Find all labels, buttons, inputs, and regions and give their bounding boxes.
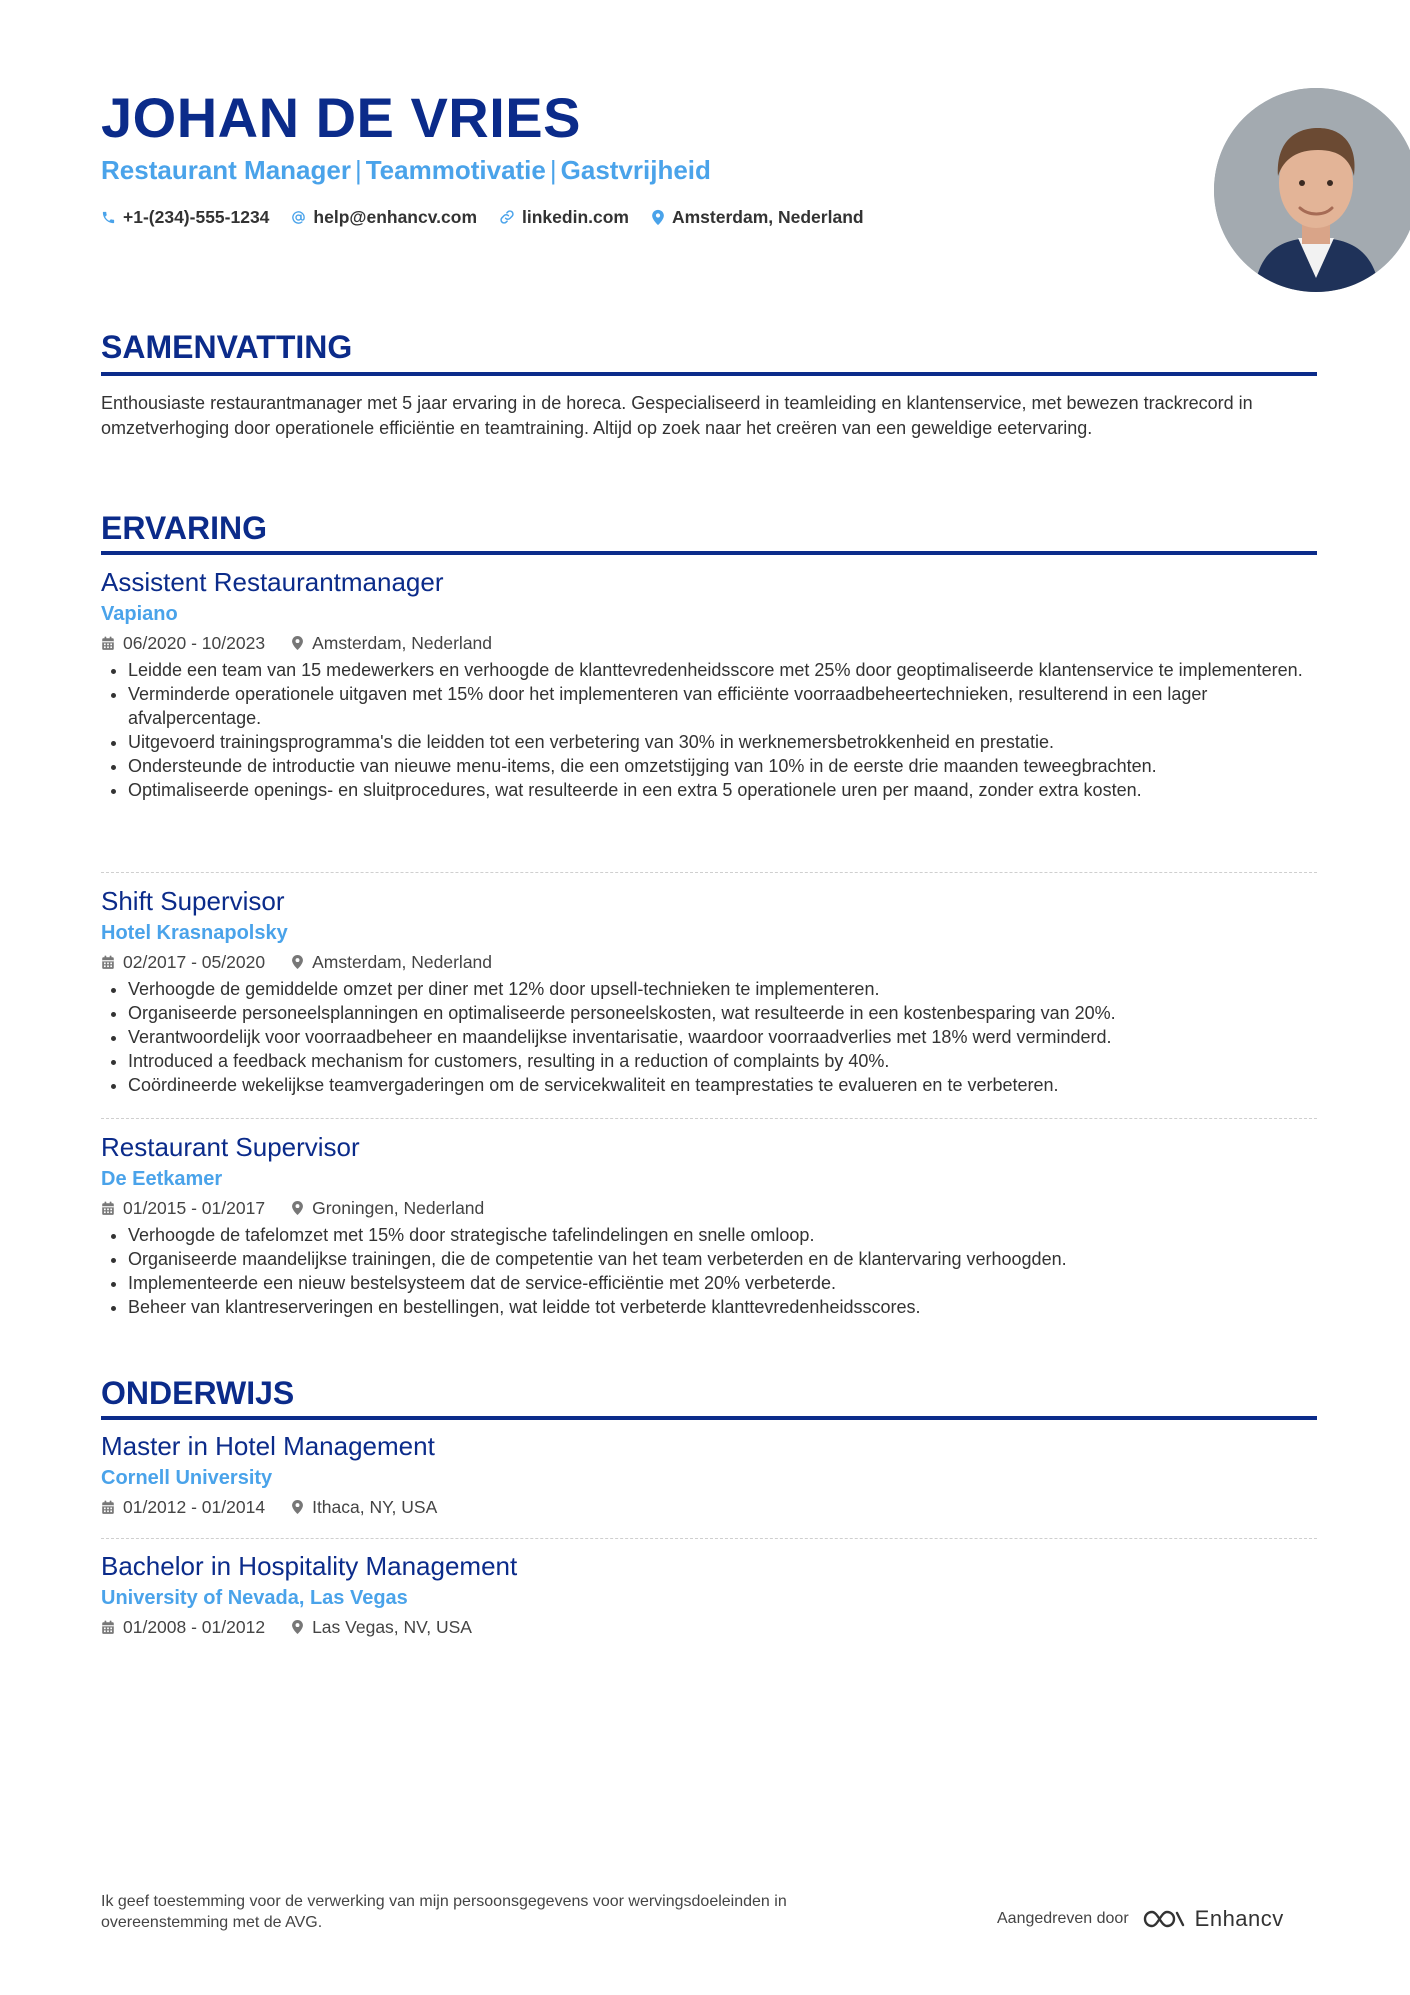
entry-location: Groningen, Nederland xyxy=(312,1198,485,1218)
candidate-name: JOHAN DE VRIES xyxy=(101,86,581,149)
location-pin-icon xyxy=(291,1619,304,1635)
achievement-item: • Coördineerde wekelijkse teamvergaderingen om de servicekwaliteit en teamprestaties te evalueren en te verbeteren. xyxy=(128,1073,1317,1097)
entry-divider xyxy=(101,872,1317,873)
education-entry xyxy=(101,1549,1317,1640)
entry-meta xyxy=(101,1195,1317,1221)
summary-text: Enthousiaste restaurantmanager met 5 jaar ervaring in de horeca. Gespecialiseerd in teamleiding en klantenservice, met bewezen trackrecord in omzetverhoging door operationele efficiëntie en teamtraining. Altijd op zoek naar het creëren van een geweldige eetervaring. xyxy=(101,393,1253,438)
entry-divider xyxy=(101,1118,1317,1119)
headline-item: Restaurant Manager xyxy=(101,155,351,185)
contact-phone[interactable] xyxy=(101,204,269,230)
phone-icon xyxy=(101,210,116,225)
location-pin-icon xyxy=(291,1200,304,1216)
school-name: University of Nevada, Las Vegas xyxy=(101,1587,408,1609)
location-pin-icon xyxy=(291,635,304,651)
achievement-item: • Organiseerde personeelsplanningen en optimaliseerde personeelskosten, wat resulteerde in een kostenbesparing van 20%. xyxy=(128,1001,1317,1025)
headline-item: Teammotivatie xyxy=(365,155,546,185)
experience-entry xyxy=(101,1130,1317,1319)
job-title: Shift Supervisor xyxy=(101,886,285,916)
calendar-icon xyxy=(101,636,115,651)
achievement-item: • Verhoogde de tafelomzet met 15% door strategische tafelindelingen en snelle omloop. xyxy=(128,1223,1317,1247)
entry-meta xyxy=(101,949,1317,975)
entry-dates: 01/2012 - 01/2014 xyxy=(123,1497,266,1517)
entry-location: Amsterdam, Nederland xyxy=(312,633,493,653)
headline xyxy=(101,153,711,187)
achievement-item: • Ondersteunde de introductie van nieuwe menu-items, die een omzetstijging van 10% in de eerste drie maanden teweegbrachten. xyxy=(128,754,1317,778)
section-title-summary: SAMENVATTING xyxy=(101,329,353,365)
job-title: Assistent Restaurantmanager xyxy=(101,567,444,597)
headline-separator: | xyxy=(549,155,557,185)
gdpr-consent: Ik geef toestemming voor de verwerking van mijn persoonsgegevens voor wervingsdoeleinden in overeenstemming met de AVG. xyxy=(101,1893,787,1931)
education-entry xyxy=(101,1429,1317,1520)
company-name: De Eetkamer xyxy=(101,1168,223,1190)
achievement-item: • Implementeerde een nieuw bestelsysteem dat de service-efficiëntie met 20% verbeterde. xyxy=(128,1271,1317,1295)
achievement-item: • Verminderde operationele uitgaven met 15% door het implementeren van efficiënte voorraadbeheertechnieken, resulterend in een lager afvalpercentage. xyxy=(128,682,1317,730)
location-pin-icon xyxy=(291,954,304,970)
entry-dates: 01/2015 - 01/2017 xyxy=(123,1198,266,1218)
contact-bar xyxy=(101,204,886,230)
entry-dates: 02/2017 - 05/2020 xyxy=(123,952,266,972)
achievement-item: • Optimaliseerde openings- en sluitprocedures, wat resulteerde in een extra 5 operationele uren per maand, zonder extra kosten. xyxy=(128,778,1317,802)
achievement-item: • Verantwoordelijk voor voorraadbeheer en maandelijkse inventarisatie, waardoor voorraadverlies met 18% werd verminderd. xyxy=(128,1025,1317,1049)
powered-by[interactable] xyxy=(997,1906,1284,1932)
calendar-icon xyxy=(101,955,115,970)
linkedin-url: linkedin.com xyxy=(522,207,629,227)
section-title-experience: ERVARING xyxy=(101,510,267,546)
link-icon xyxy=(499,209,515,225)
degree-title: Master in Hotel Management xyxy=(101,1431,435,1461)
company-name: Hotel Krasnapolsky xyxy=(101,922,288,944)
entry-location: Ithaca, NY, USA xyxy=(312,1497,438,1517)
entry-meta xyxy=(101,1614,1317,1640)
job-title: Restaurant Supervisor xyxy=(101,1132,360,1162)
achievement-item: • Beheer van klantreserveringen en bestellingen, wat leidde tot verbeterde klanttevredenheidsscores. xyxy=(128,1295,1317,1319)
contact-location xyxy=(651,204,864,230)
degree-title: Bachelor in Hospitality Management xyxy=(101,1551,518,1581)
headline-item: Gastvrijheid xyxy=(560,155,711,185)
section-rule xyxy=(101,551,1317,555)
location-pin-icon xyxy=(291,1499,304,1515)
entry-dates: 01/2008 - 01/2012 xyxy=(123,1617,266,1637)
profile-photo xyxy=(1214,88,1410,292)
brand-name: Enhancv xyxy=(1194,1906,1284,1931)
achievement-item: • Organiseerde maandelijkse trainingen, die de competentie van het team verbeterden en de klantervaring verhoogden. xyxy=(128,1247,1317,1271)
location-pin-icon xyxy=(651,209,665,226)
achievement-list xyxy=(101,1223,1317,1319)
achievement-item: • Leidde een team van 15 medewerkers en verhoogde de klanttevredenheidsscore met 25% door geoptimaliseerde klantenservice te implementeren. xyxy=(128,658,1317,682)
entry-dates: 06/2020 - 10/2023 xyxy=(123,633,266,653)
location-text: Amsterdam, Nederland xyxy=(671,207,864,227)
contact-linkedin[interactable] xyxy=(499,204,629,230)
section-rule xyxy=(101,1416,1317,1420)
contact-email[interactable] xyxy=(291,204,477,230)
entry-location: Las Vegas, NV, USA xyxy=(312,1617,472,1637)
entry-meta xyxy=(101,1494,1317,1520)
school-name: Cornell University xyxy=(101,1467,273,1489)
experience-entry xyxy=(101,884,1317,1097)
achievement-list xyxy=(101,658,1317,802)
section-title-education: ONDERWIJS xyxy=(101,1375,295,1411)
section-rule xyxy=(101,372,1317,376)
entry-divider xyxy=(101,1538,1317,1539)
at-icon xyxy=(291,210,306,225)
entry-meta xyxy=(101,630,1317,656)
experience-entry xyxy=(101,565,1317,802)
calendar-icon xyxy=(101,1620,115,1635)
phone-number: +1-(234)-555-1234 xyxy=(123,207,270,227)
powered-by-label: Aangedreven door xyxy=(997,1910,1129,1927)
headline-separator: | xyxy=(354,155,362,185)
email-address: help@enhancv.com xyxy=(313,207,478,227)
achievement-list xyxy=(101,977,1317,1097)
achievement-item: • Verhoogde de gemiddelde omzet per diner met 12% door upsell-technieken te implementeren. xyxy=(128,977,1317,1001)
achievement-item: • Uitgevoerd trainingsprogramma's die leidden tot een verbetering van 30% in werknemersbetrokkenheid en prestatie. xyxy=(128,730,1317,754)
calendar-icon xyxy=(101,1201,115,1216)
entry-location: Amsterdam, Nederland xyxy=(312,952,493,972)
calendar-icon xyxy=(101,1500,115,1515)
achievement-item: • Introduced a feedback mechanism for customers, resulting in a reduction of complaints by 40%. xyxy=(128,1049,1317,1073)
enhancv-logo-icon xyxy=(1141,1907,1187,1931)
company-name: Vapiano xyxy=(101,603,178,625)
